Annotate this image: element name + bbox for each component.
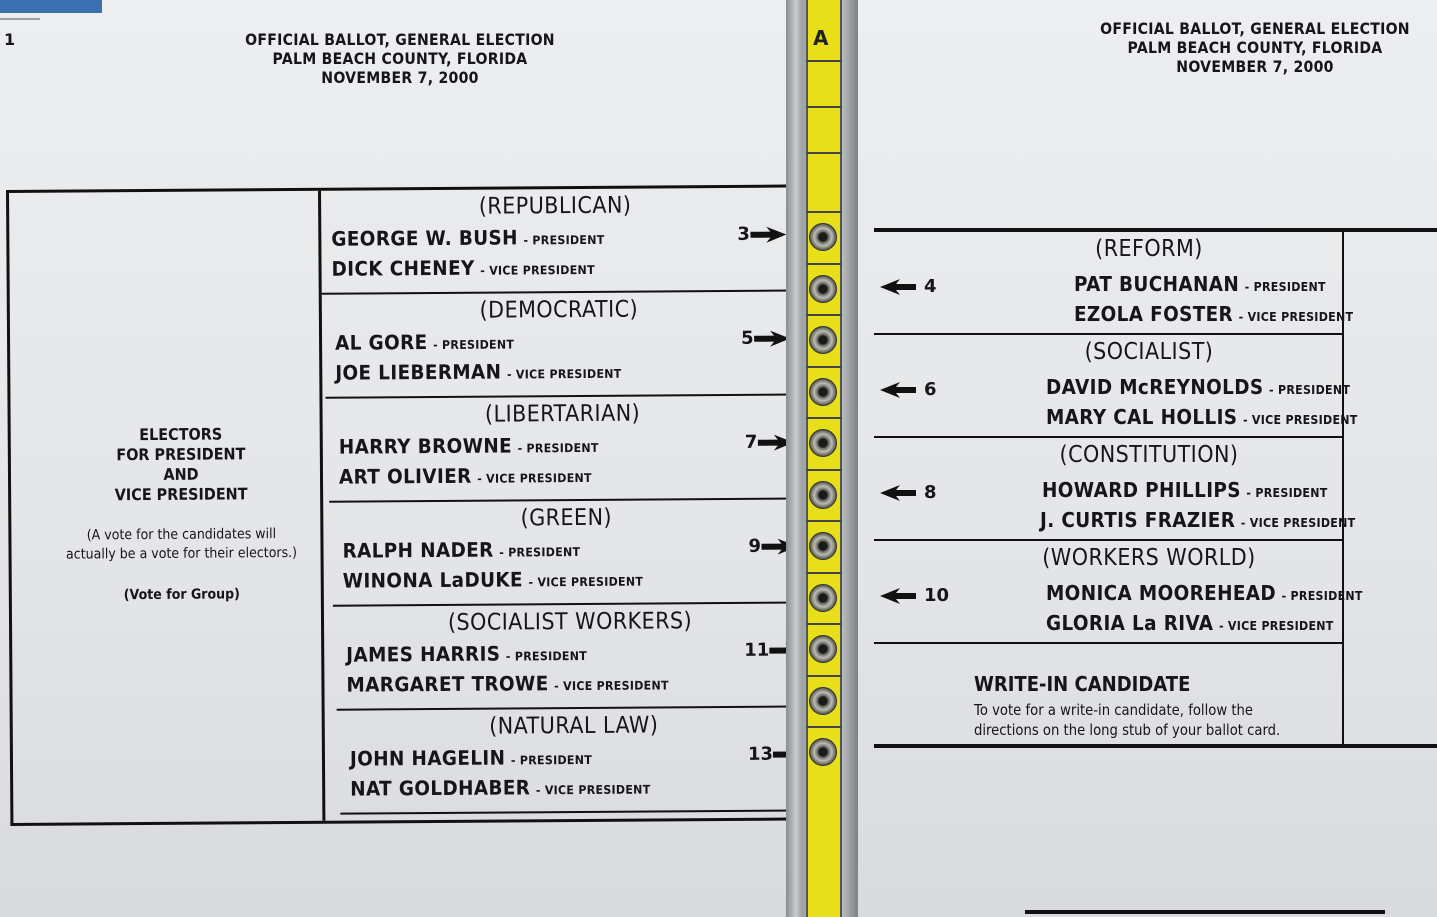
punch-divider xyxy=(806,572,842,574)
president-line-role: - PRESIDENT xyxy=(523,232,605,248)
header-line-3: NOVEMBER 7, 2000 xyxy=(1176,57,1334,76)
party-name: (LIBERTARIAN) xyxy=(484,400,641,428)
candidate-group xyxy=(874,335,1358,438)
punch-divider xyxy=(806,152,842,154)
write-in-title: WRITE-IN CANDIDATE xyxy=(974,672,1191,696)
vice-president-line-role: - VICE PRESIDENT xyxy=(1242,413,1358,427)
president-line-name: JAMES HARRIS xyxy=(346,641,501,667)
president-line xyxy=(342,537,580,563)
punch-divider xyxy=(806,417,842,419)
president-line-role: - PRESIDENT xyxy=(1246,486,1328,500)
punch-divider xyxy=(806,469,842,471)
president-line-role: - PRESIDENT xyxy=(499,544,581,560)
candidate-group xyxy=(328,395,797,502)
punch-divider xyxy=(806,675,842,677)
ballot-position-number: 5 xyxy=(740,327,754,349)
president-line xyxy=(350,745,592,771)
write-in-instructions: To vote for a write-in candidate, follow the directions on the long stub of your ballot card. xyxy=(974,701,1281,739)
electors-note-line-1: (A vote for the candidates will xyxy=(86,526,277,544)
party-name: (DEMOCRATIC) xyxy=(479,296,639,324)
punch-column-letter: A xyxy=(813,26,829,50)
arrow-left-icon xyxy=(880,588,916,604)
president-line xyxy=(1042,478,1328,502)
left-ballot-header xyxy=(215,30,585,87)
punch-hole[interactable] xyxy=(809,687,837,715)
president-line xyxy=(1046,375,1350,399)
punch-hole[interactable] xyxy=(809,429,837,457)
punch-divider xyxy=(806,366,842,368)
vice-president-line xyxy=(1074,302,1353,326)
candidate-group xyxy=(874,438,1356,541)
right-ballot-header xyxy=(1079,19,1431,76)
president-line xyxy=(1046,581,1363,605)
ballot-position-number: 6 xyxy=(924,379,937,400)
arrow-left-icon xyxy=(880,382,916,398)
vice-president-line-role: - VICE PRESIDENT xyxy=(480,262,595,278)
vote-for-group-instruction: (Vote for Group) xyxy=(123,586,240,604)
candidate-group xyxy=(321,188,790,295)
president-line-name: JOHN HAGELIN xyxy=(349,745,506,771)
punch-hole[interactable] xyxy=(809,275,837,303)
vice-president-line xyxy=(1040,508,1355,532)
president-line-role: - PRESIDENT xyxy=(1244,280,1326,294)
punch-hole[interactable] xyxy=(809,635,837,663)
arrow-left-icon xyxy=(880,485,916,501)
ballot-position-pointer xyxy=(880,585,949,606)
arrow-right-icon xyxy=(754,331,790,347)
president-line-name: PAT BUCHANAN xyxy=(1074,272,1240,296)
punch-hole[interactable] xyxy=(809,584,837,612)
party-name: (REPUBLICAN) xyxy=(478,192,632,220)
vice-president-line-name: JOE LIEBERMAN xyxy=(335,359,502,385)
vice-president-line-role: - VICE PRESIDENT xyxy=(477,470,592,486)
vice-president-line-role: - VICE PRESIDENT xyxy=(554,678,669,694)
party-name: (REFORM) xyxy=(1095,236,1203,262)
vice-president-line-name: WINONA LaDUKE xyxy=(342,567,524,593)
electors-title-line-4: VICE PRESIDENT xyxy=(114,484,248,505)
punch-divider xyxy=(806,314,842,316)
electors-title-line-3: AND xyxy=(163,464,199,484)
write-in-cell xyxy=(874,644,1344,748)
punch-divider xyxy=(806,106,842,108)
punch-column xyxy=(806,0,842,917)
ballot-position-number: 4 xyxy=(924,276,937,297)
president-line-role: - PRESIDENT xyxy=(510,752,593,768)
corner-mark xyxy=(0,18,40,20)
vice-president-line-name: J. CURTIS FRAZIER xyxy=(1040,508,1236,532)
vice-president-line-name: GLORIA La RIVA xyxy=(1046,611,1214,635)
electors-title-line-2: FOR PRESIDENT xyxy=(116,444,246,465)
party-name: (SOCIALIST) xyxy=(1084,339,1214,365)
electors-label-cell xyxy=(9,191,325,823)
vice-president-line-name: ART OLIVIER xyxy=(338,463,472,489)
president-line-role: - PRESIDENT xyxy=(517,440,599,456)
arrow-left-icon xyxy=(880,279,916,295)
ballot-position-pointer xyxy=(880,482,937,503)
president-line-role: - PRESIDENT xyxy=(1269,383,1351,397)
vice-president-line-name: NAT GOLDHABER xyxy=(350,775,531,801)
ballot-position-number: 7 xyxy=(744,431,758,453)
punch-divider xyxy=(806,211,842,213)
punch-divider xyxy=(806,60,842,62)
header-line-1: OFFICIAL BALLOT, GENERAL ELECTION xyxy=(245,30,555,49)
punch-hole[interactable] xyxy=(809,223,837,251)
ballot-position-pointer xyxy=(737,224,786,245)
vice-president-line xyxy=(331,255,594,281)
punch-divider xyxy=(806,726,842,728)
vice-president-line xyxy=(343,567,644,593)
electors-note-line-2: actually be a vote for their electors.) xyxy=(65,544,298,563)
ballot-position-number: 9 xyxy=(748,535,762,557)
bottom-rule xyxy=(1025,910,1385,914)
president-line-name: RALPH NADER xyxy=(342,537,494,563)
vice-president-line-role: - VICE PRESIDENT xyxy=(506,366,622,382)
header-line-2: PALM BEACH COUNTY, FLORIDA xyxy=(1127,38,1383,57)
vice-president-line-role: - VICE PRESIDENT xyxy=(528,574,644,590)
president-line-name: HARRY BROWNE xyxy=(338,433,513,459)
ballot-position-pointer xyxy=(880,379,937,400)
candidate-group xyxy=(874,232,1354,335)
president-line xyxy=(331,225,604,251)
vice-president-line-role: - VICE PRESIDENT xyxy=(1238,310,1354,324)
party-name: (GREEN) xyxy=(520,504,613,532)
president-line-name: DAVID McREYNOLDS xyxy=(1046,375,1264,399)
ballot-position-pointer xyxy=(741,328,790,349)
vice-president-line-role: - VICE PRESIDENT xyxy=(535,782,651,798)
punch-divider xyxy=(806,520,842,522)
president-line-name: HOWARD PHILLIPS xyxy=(1042,478,1241,502)
candidate-group xyxy=(874,541,1363,644)
party-name: (WORKERS WORLD) xyxy=(1042,545,1256,571)
candidate-group xyxy=(340,707,809,814)
blue-tab xyxy=(0,0,102,13)
vice-president-line xyxy=(1046,405,1358,429)
vice-president-line-role: - VICE PRESIDENT xyxy=(1218,619,1334,633)
president-line xyxy=(346,641,587,667)
punch-divider xyxy=(806,623,842,625)
president-line-name: AL GORE xyxy=(334,330,428,355)
header-line-2: PALM BEACH COUNTY, FLORIDA xyxy=(272,49,528,68)
party-name: (CONSTITUTION) xyxy=(1059,442,1239,468)
electors-note xyxy=(55,525,307,565)
vice-president-line-name: DICK CHENEY xyxy=(331,255,475,281)
page-number: 1 xyxy=(4,30,16,49)
electors-box xyxy=(6,185,790,826)
vice-president-line-name: MARY CAL HOLLIS xyxy=(1046,405,1238,429)
candidate-group xyxy=(336,603,805,710)
president-line-role: - PRESIDENT xyxy=(432,337,515,353)
punch-hole[interactable] xyxy=(809,481,837,509)
ballot-position-pointer xyxy=(880,276,937,297)
president-line-name: GEORGE W. BUSH xyxy=(331,225,518,251)
president-line xyxy=(339,433,599,459)
header-line-1: OFFICIAL BALLOT, GENERAL ELECTION xyxy=(1100,19,1410,38)
header-line-3: NOVEMBER 7, 2000 xyxy=(321,68,479,87)
party-name: (SOCIALIST WORKERS) xyxy=(447,608,693,636)
punch-hole[interactable] xyxy=(809,738,837,766)
party-name: (NATURAL LAW) xyxy=(489,712,659,740)
vice-president-line-name: MARGARET TROWE xyxy=(346,671,549,697)
vice-president-line xyxy=(1046,611,1334,635)
candidate-group xyxy=(332,499,801,606)
electors-title-line-1: ELECTORS xyxy=(139,424,223,445)
vice-president-line-role: - VICE PRESIDENT xyxy=(1240,516,1356,530)
candidate-group xyxy=(325,292,794,399)
vice-president-line xyxy=(339,463,592,489)
punch-hole[interactable] xyxy=(809,326,837,354)
electors-title xyxy=(64,424,299,506)
vice-president-line xyxy=(335,359,621,385)
president-line xyxy=(1074,272,1326,296)
arrow-right-icon xyxy=(750,227,786,243)
ballot-position-number: 13 xyxy=(747,743,774,765)
right-candidate-box xyxy=(874,228,1437,748)
vice-president-line xyxy=(346,670,668,696)
ballot-position-number: 10 xyxy=(924,585,950,606)
punch-hole[interactable] xyxy=(809,532,837,560)
punch-hole[interactable] xyxy=(809,378,837,406)
president-line xyxy=(335,329,514,354)
president-line-name: MONICA MOOREHEAD xyxy=(1046,581,1277,605)
vice-president-line xyxy=(350,775,650,801)
president-line-role: - PRESIDENT xyxy=(1281,589,1363,603)
ballot-position-number: 11 xyxy=(744,639,770,661)
vice-president-line-name: EZOLA FOSTER xyxy=(1074,302,1234,326)
ballot-position-number: 3 xyxy=(737,223,750,245)
punch-divider xyxy=(806,263,842,265)
president-line-role: - PRESIDENT xyxy=(505,648,588,664)
ballot-position-number: 8 xyxy=(924,482,937,503)
